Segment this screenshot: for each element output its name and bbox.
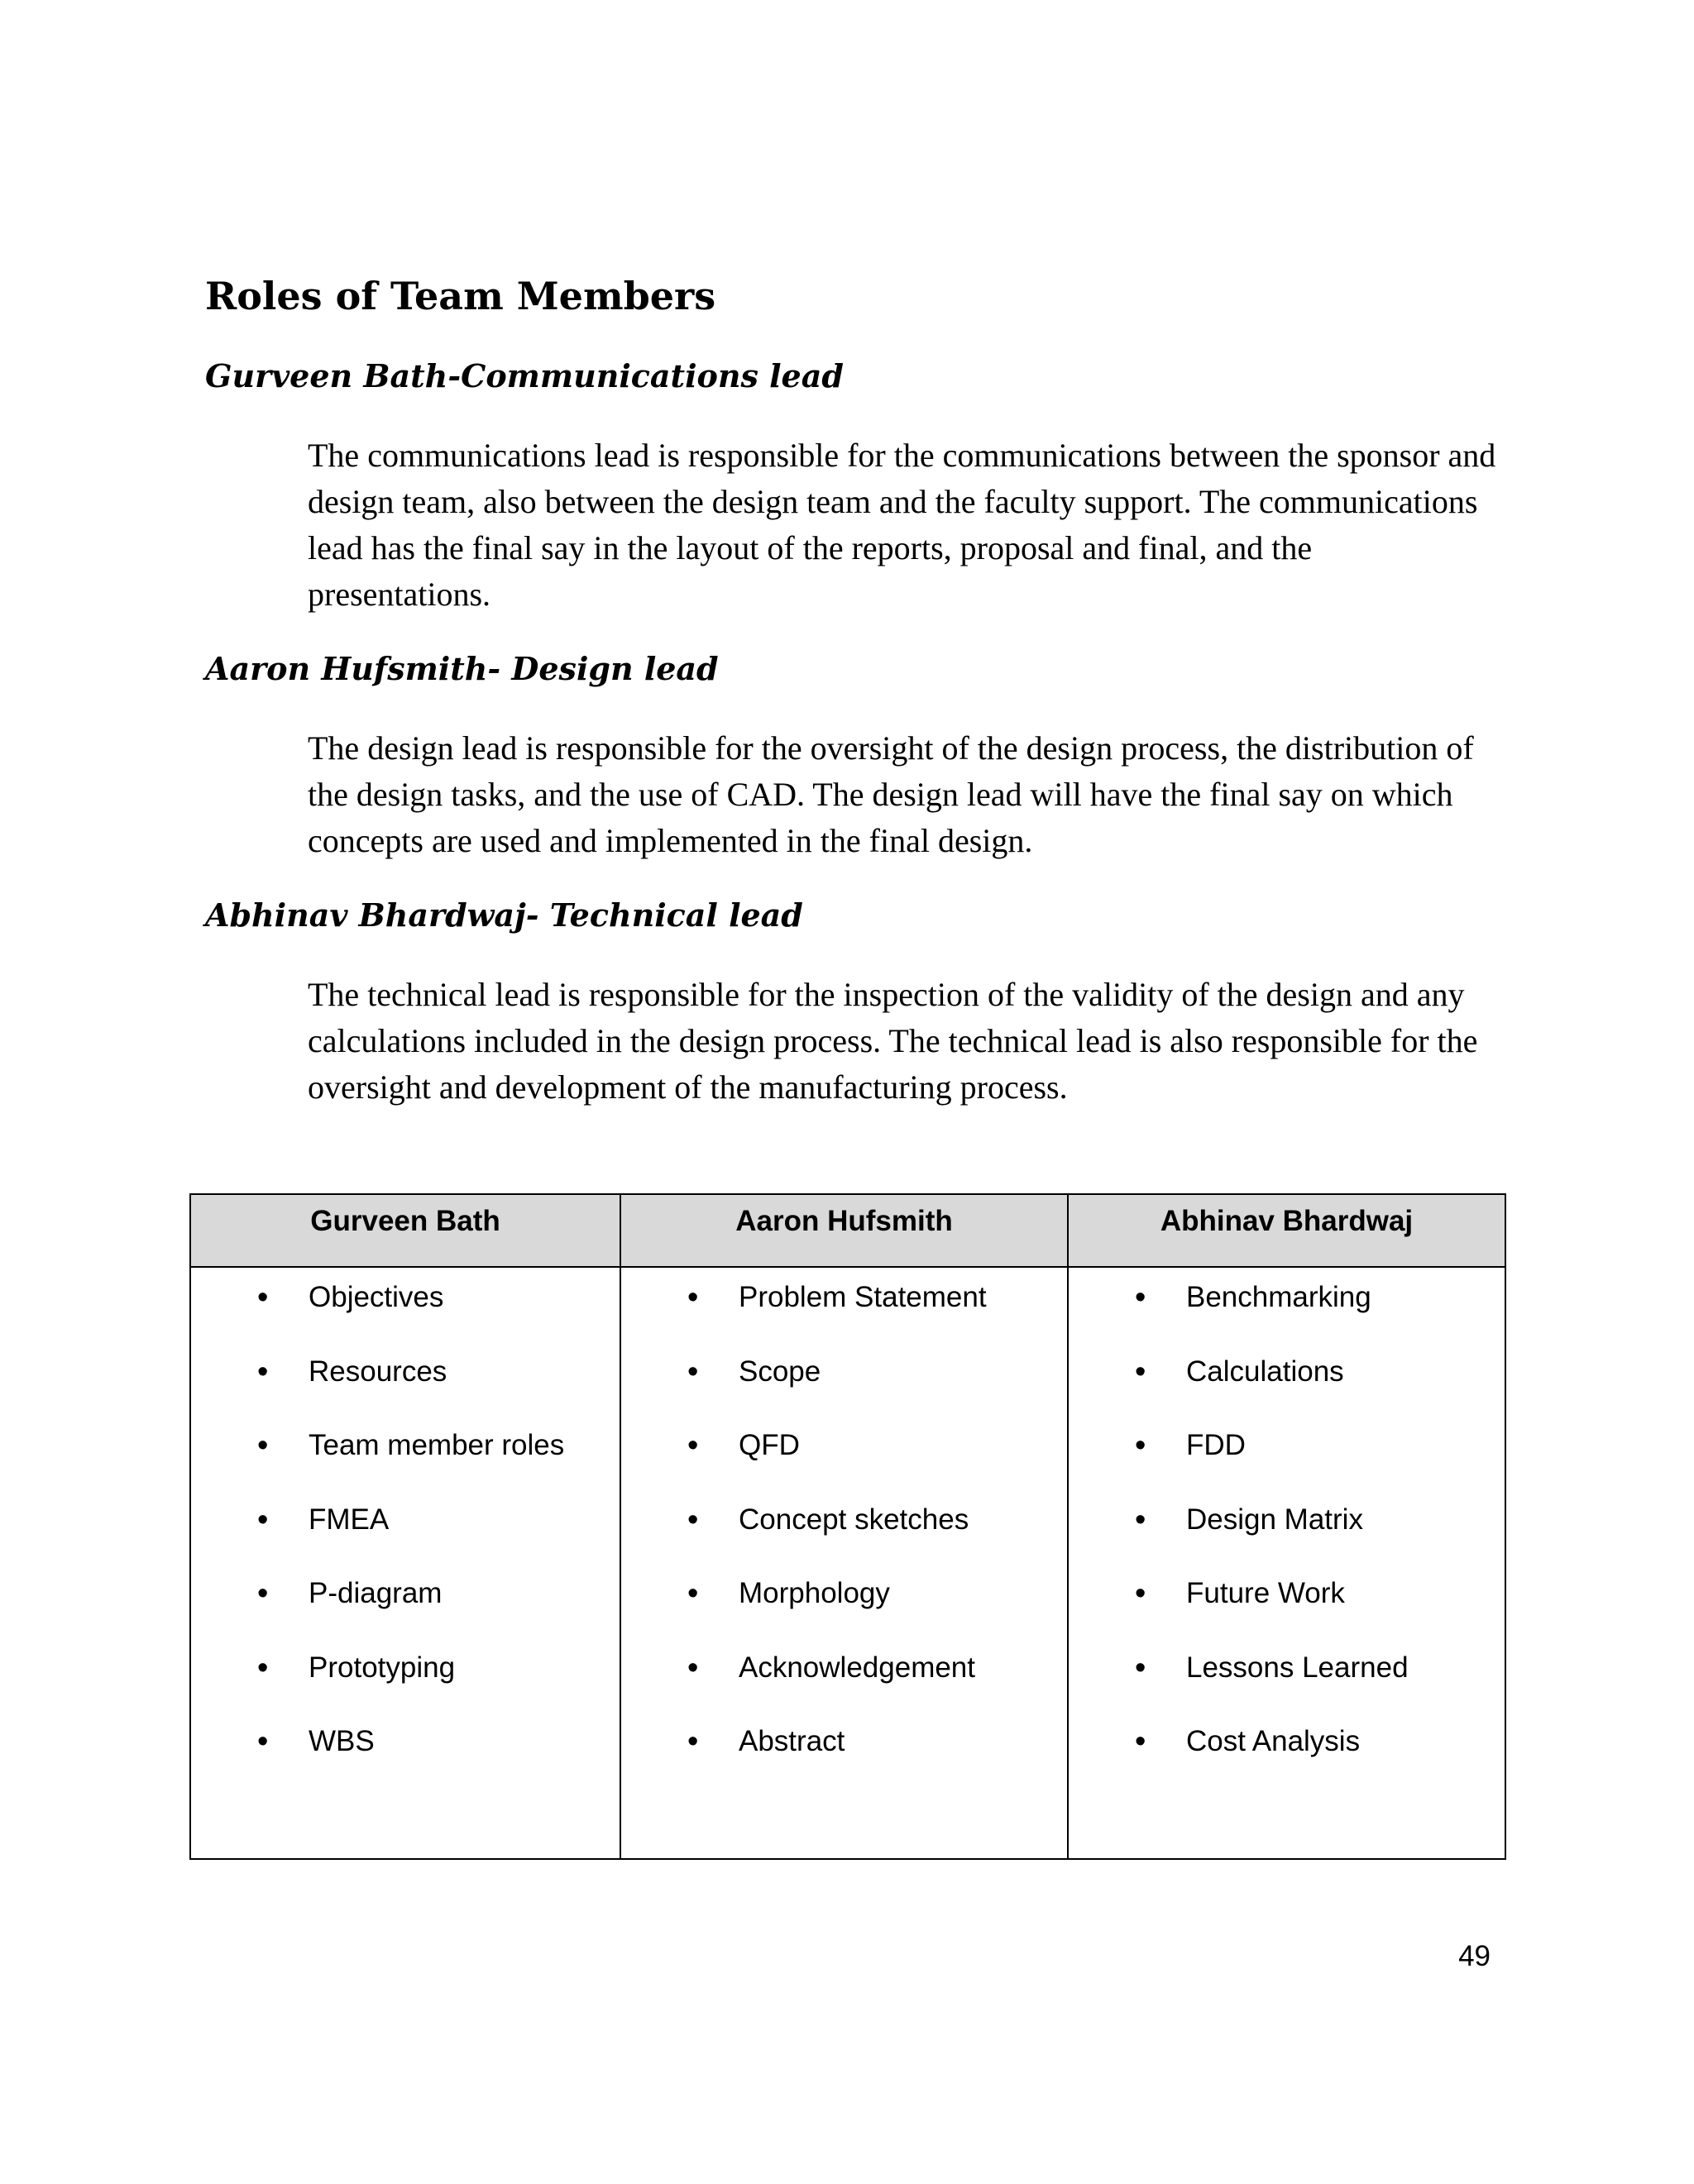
list-item: • Concept sketches [621, 1500, 1067, 1540]
role-title-technical: Abhinav Bhardwaj- Technical lead [205, 896, 803, 934]
column-header-aaron: Aaron Hufsmith [620, 1194, 1068, 1267]
list-item: • Benchmarking [1069, 1278, 1505, 1317]
list-item: • Problem Statement [621, 1278, 1067, 1317]
list-item: • Cost Analysis [1069, 1722, 1505, 1761]
list-item: • Design Matrix [1069, 1500, 1505, 1540]
list-item: • QFD [621, 1426, 1067, 1465]
task-list-aaron [621, 1278, 1067, 1761]
list-item: • FMEA [191, 1500, 620, 1540]
task-assignment-table [189, 1193, 1506, 1860]
list-item: • Resources [191, 1352, 620, 1392]
role-title-design: Aaron Hufsmith- Design lead [205, 650, 719, 687]
list-item: • Objectives [191, 1278, 620, 1317]
role-description-communications: The communications lead is responsible for the communications between the sponsor and design team, also between the design team and the faculty support. The communications lead has the final say in the layout of the reports, proposal and final, and the presentations. [308, 437, 1496, 613]
list-item: • Future Work [1069, 1574, 1505, 1613]
task-list-gurveen [191, 1278, 620, 1761]
task-cell-aaron [620, 1267, 1068, 1859]
list-item: • P-diagram [191, 1574, 620, 1613]
role-description-design: The design lead is responsible for the oversight of the design process, the distribution of the design tasks, and the use of CAD. The design lead will have the final say on which concepts are used and implemented in the final design. [308, 729, 1474, 859]
list-item: • Acknowledgement [621, 1648, 1067, 1688]
page-heading: Roles of Team Members [205, 274, 716, 318]
list-item: • Morphology [621, 1574, 1067, 1613]
role-title-communications: Gurveen Bath-Communications lead [205, 357, 844, 394]
column-header-gurveen: Gurveen Bath [190, 1194, 620, 1267]
task-cell-gurveen [190, 1267, 620, 1859]
table-row [190, 1267, 1505, 1859]
list-item: • Scope [621, 1352, 1067, 1392]
task-cell-abhinav [1068, 1267, 1505, 1859]
table-header-row [190, 1194, 1505, 1267]
list-item: • FDD [1069, 1426, 1505, 1465]
task-list-abhinav [1069, 1278, 1505, 1761]
list-item: • Prototyping [191, 1648, 620, 1688]
list-item: • Calculations [1069, 1352, 1505, 1392]
role-description-technical: The technical lead is responsible for the inspection of the validity of the design and any calculations included in the design process. The technical lead is also responsible for the oversight and development of the manufacturing process. [308, 976, 1478, 1106]
column-header-abhinav: Abhinav Bhardwaj [1068, 1194, 1505, 1267]
list-item: • Team member roles [191, 1426, 620, 1465]
list-item: • Abstract [621, 1722, 1067, 1761]
list-item: • WBS [191, 1722, 620, 1761]
page-number: 49 [1458, 1940, 1491, 1972]
list-item: • Lessons Learned [1069, 1648, 1505, 1688]
